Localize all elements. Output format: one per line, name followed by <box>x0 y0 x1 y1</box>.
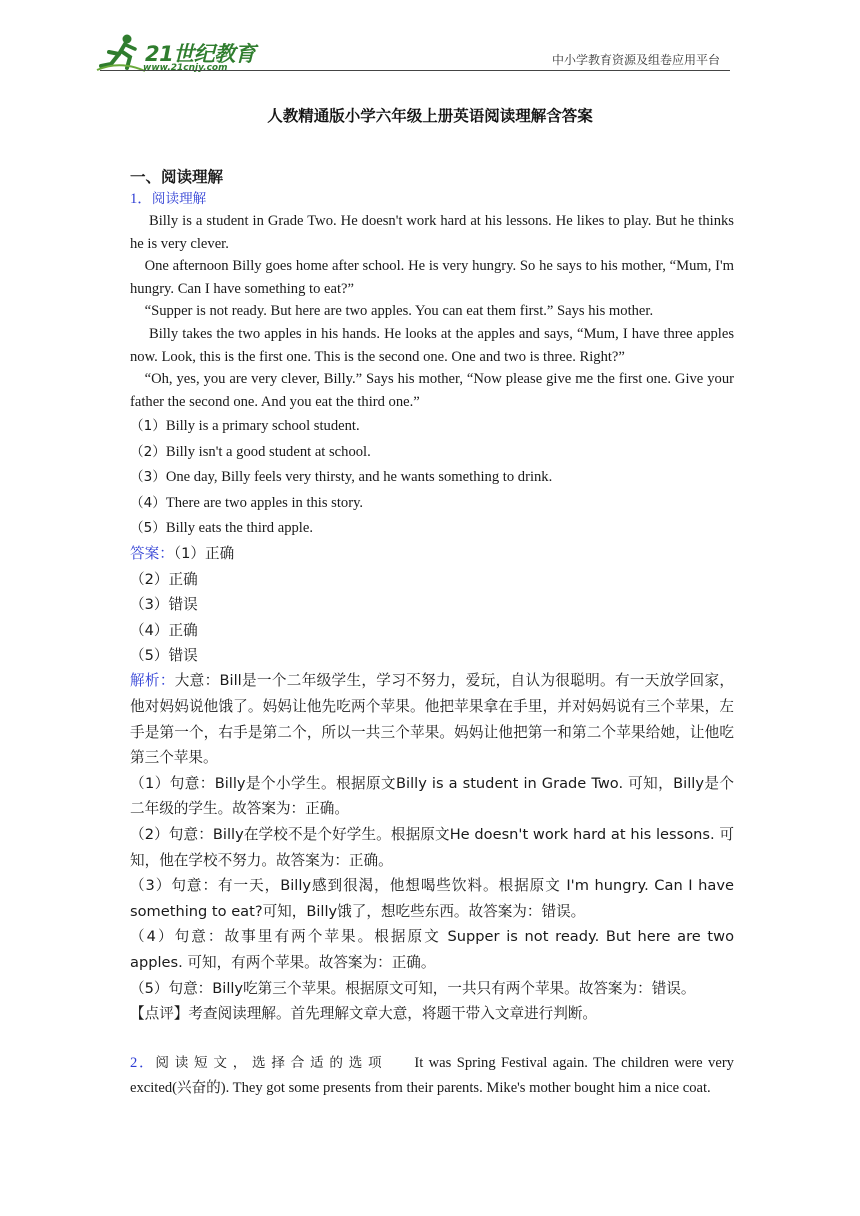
statement-text: Billy is a primary school student. <box>165 418 360 435</box>
passage-paragraph: “Oh, yes, you are very clever, Billy.” Says his mother, “Now please give me the first one. Give your father the second one. And you eat the third one.” <box>130 371 734 410</box>
analysis-summary <box>130 668 734 770</box>
answer-number: （2） <box>130 570 169 588</box>
answer-value: 正确 <box>168 570 198 588</box>
explanation-item: （5）句意：Billy吃第三个苹果。根据原文可知，一共只有两个苹果。故答案为：错误。 <box>130 979 696 997</box>
analysis-block <box>130 668 734 1026</box>
question-2-text: It was Spring Festival again. The children were very excited(兴奋的). They got some presents from their parents. Mike's mother bought him a nice coat. <box>130 1054 734 1097</box>
statement-item <box>130 491 734 516</box>
explanation-item: （2）句意：Billy在学校不是个好学生。根据原文He doesn't work hard at his lessons. 可知，他在学校不努力。故答案为：正确。 <box>130 825 734 869</box>
spacer <box>130 1027 734 1051</box>
question-number: 2． <box>130 1054 156 1071</box>
statement-text: There are two apples in this story. <box>165 494 364 511</box>
answer-label: 答案： <box>130 545 174 563</box>
statement-number: （3） <box>130 469 166 486</box>
logo-url: www.21cnjy.com <box>143 63 228 73</box>
statement-item <box>130 414 734 439</box>
answer-item <box>130 618 734 643</box>
answer-number: （1） <box>173 545 205 563</box>
passage-paragraph: Billy takes the two apples in his hands. He looks at the apples and says, “Mum, I have three apples now. Look, this is the first one. This is the second one. One and two is three. Right?” <box>130 325 734 365</box>
header-divider <box>100 70 730 71</box>
statement-number: （1） <box>130 418 166 435</box>
section-heading: 一、阅读理解 <box>130 168 224 186</box>
explanation-item: （4）句意：故事里有两个苹果。根据原文 Supper is not ready. But here are two apples. 可知，有两个苹果。故答案为：正确。 <box>130 928 734 971</box>
review-comment: 【点评】考查阅读理解。首先理解文章大意，将题干带入文章进行判断。 <box>130 1005 598 1023</box>
statement-item <box>130 440 734 465</box>
answer-value: 正确 <box>168 621 198 639</box>
question-label: 阅读短文，选择合适的选项 <box>155 1054 388 1071</box>
answer-item <box>130 567 734 592</box>
logo <box>95 30 265 75</box>
platform-name: 中小学教育资源及组卷应用平台 <box>551 53 720 67</box>
question-1-header <box>130 188 734 210</box>
answer-item <box>130 541 734 566</box>
statement-list <box>130 414 734 541</box>
question-label: 阅读理解 <box>151 191 207 207</box>
statement-text: One day, Billy feels very thirsty, and he wants something to drink. <box>165 469 553 486</box>
answer-value: 正确 <box>204 545 235 563</box>
statement-item <box>130 516 734 541</box>
runner-logo-icon <box>95 30 150 75</box>
statement-item <box>130 465 734 490</box>
answer-value: 错误 <box>168 647 198 664</box>
answer-block <box>130 541 734 668</box>
analysis-text: 大意：Bill是一个二年级学生，学习不努力，爱玩，自认为很聪明。有一天放学回家，他对妈妈说他饿了。妈妈让他先吃两个苹果。他把苹果拿在手里，并对妈妈说有三个苹果，左手是第一个，右手是第二个，所以一共三个苹果。妈妈让他把第一和第二个苹果给她，让他吃第三个苹果。 <box>130 672 734 767</box>
logo-wordmark: 21世纪教育 <box>145 42 256 66</box>
statement-number: （4） <box>130 494 166 511</box>
analysis-label: 解析： <box>130 672 175 690</box>
document-body <box>130 166 734 1102</box>
answer-item <box>130 592 734 617</box>
statement-number: （5） <box>130 519 166 536</box>
answer-number: （4） <box>130 621 169 639</box>
passage-paragraph: One afternoon Billy goes home after school. He is very hungry. So he says to his mother, “Mum, I'm hungry. Can I have something to eat?” <box>130 258 734 297</box>
explanation-item: （3）句意：有一天，Billy感到很渴，他想喝些饮料。根据原文 I'm hungry. Can I have something to eat?可知，Billy饿了，想吃些东西。故答案为：错误。 <box>130 877 734 920</box>
answer-value: 错误 <box>168 596 198 614</box>
statement-text: Billy isn't a good student at school. <box>165 443 371 460</box>
answer-item <box>130 643 734 668</box>
passage-paragraph: Billy is a student in Grade Two. He doesn't work hard at his lessons. He likes to play. But he thinks he is very clever. <box>130 213 734 252</box>
question-number: 1． <box>130 191 152 207</box>
question-1-passage <box>130 210 734 413</box>
answer-number: （3） <box>130 596 169 614</box>
page-header <box>95 30 730 75</box>
statement-text: Billy eats the third apple. <box>165 519 313 536</box>
explanation-item: （1）句意：Billy是个小学生。根据原文Billy is a student in Grade Two. 可知，Billy是个二年级的学生。故答案为：正确。 <box>130 774 734 818</box>
answer-number: （5） <box>130 647 169 664</box>
passage-paragraph: “Supper is not ready. But here are two apples. You can eat them first.” Says his mother. <box>144 303 654 320</box>
statement-number: （2） <box>130 443 166 460</box>
question-2 <box>130 1051 734 1102</box>
document-title: 人教精通版小学六年级上册英语阅读理解含答案 <box>267 107 593 125</box>
